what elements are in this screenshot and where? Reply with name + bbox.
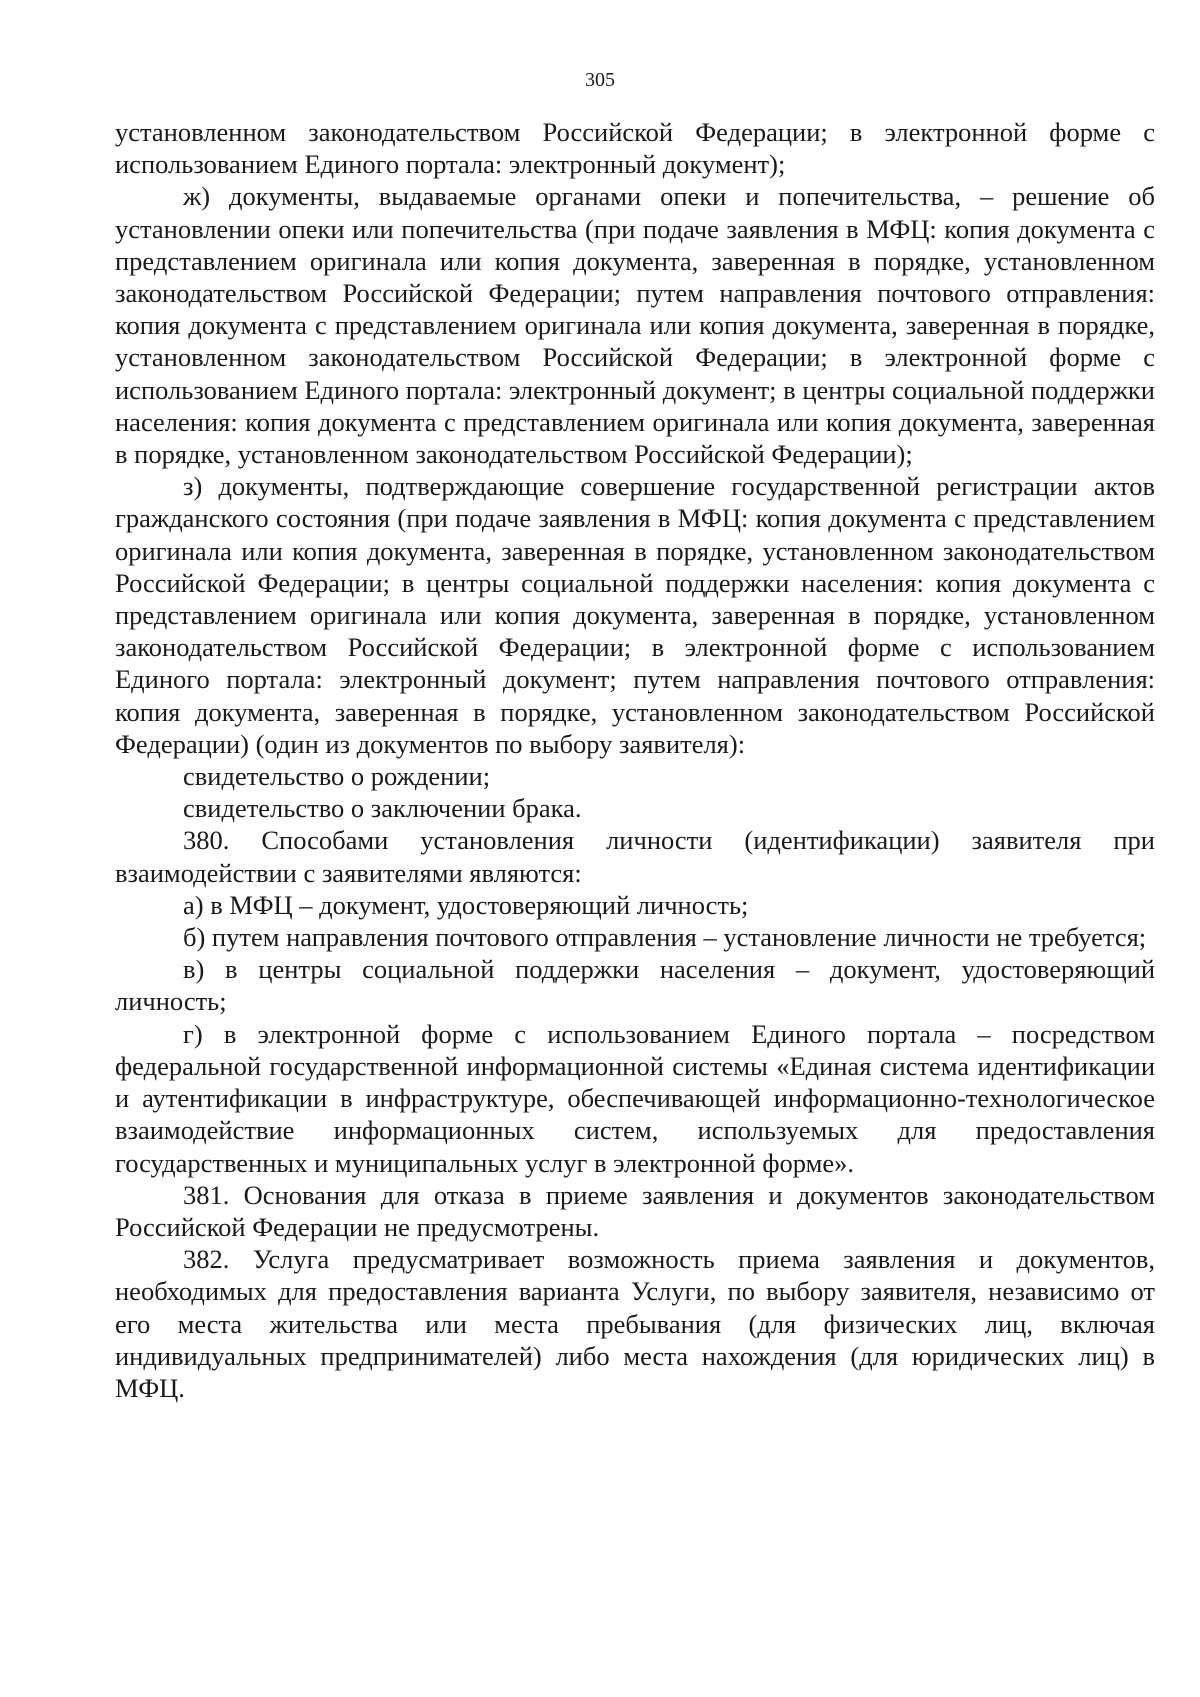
paragraph-381: 381. Основания для отказа в приеме заявления и документов законодательством Российской Федерации не предусмотрены. xyxy=(115,1179,1155,1242)
paragraph-item-z: з) документы, подтверждающие совершение государственной регистрации актов гражданского состояния (при подаче заявления в МФЦ: копия документа с представлением оригинала или копия документа, заверенная в порядке, установленном законодательством Российской Федерации; в центры социальной поддержки населения: копия документа с представлением оригинала или копия документа, заверенная в порядке, установленном законодательством Российской Федерации; в электронной форме с использованием Единого портала: электронный документ; путем направления почтового отправления: копия документа, заверенная в порядке, установленном законодательством Российской Федерации) (один из документов по выбору заявителя): xyxy=(115,471,1155,759)
paragraph-item-zh: ж) документы, выдаваемые органами опеки и попечительства, – решение об установлении опеки или попечительства (при подаче заявления в МФЦ: копия документа с представлением оригинала или копия документа, заверенная в порядке, установленном законодательством Российской Федерации; путем направления почтового отправления: копия документа с представлением оригинала или копия документа, заверенная в порядке, установленном законодательством Российской Федерации; в электронной форме с использованием Единого портала: электронный документ; в центры социальной поддержки населения: копия документа с представлением оригинала или копия документа, заверенная в порядке, установленном законодательством Российской Федерации); xyxy=(115,181,1155,470)
paragraph-birth-certificate: свидетельство о рождении; xyxy=(183,761,491,792)
paragraph-item-v: в) в центры социальной поддержки населения – документ, удостоверяющий личность; xyxy=(115,954,1155,1017)
paragraph-380: 380. Способами установления личности (идентификации) заявителя при взаимодействии с заявителями являются: xyxy=(115,825,1155,888)
document-body xyxy=(115,116,1155,1404)
paragraph-item-b: б) путем направления почтового отправления – установление личности не требуется; xyxy=(183,922,1147,953)
paragraph-382: 382. Услуга предусматривает возможность приема заявления и документов, необходимых для предоставления варианта Услуги, по выбору заявителя, независимо от его места жительства или места пребывания (для физических лиц, включая индивидуальных предпринимателей) либо места нахождения (для юридических лиц) в МФЦ. xyxy=(115,1244,1155,1403)
paragraph-item-a: а) в МФЦ – документ, удостоверяющий личность; xyxy=(183,889,749,920)
paragraph-item-g: г) в электронной форме с использованием Единого портала – посредством федеральной государственной информационной системы «Единая система идентификации и аутентификации в инфраструктуре, обеспечивающей информационно-технологическое взаимодействие информационных систем, используемых для предоставления государственных и муниципальных услуг в электронной форме». xyxy=(115,1018,1155,1178)
paragraph-continuation: установленном законодательством Российской Федерации; в электронной форме с использованием Единого портала: электронный документ); xyxy=(115,117,1155,180)
page-number: 305 xyxy=(585,69,615,91)
paragraph-marriage-certificate: свидетельство о заключении брака. xyxy=(183,793,582,824)
